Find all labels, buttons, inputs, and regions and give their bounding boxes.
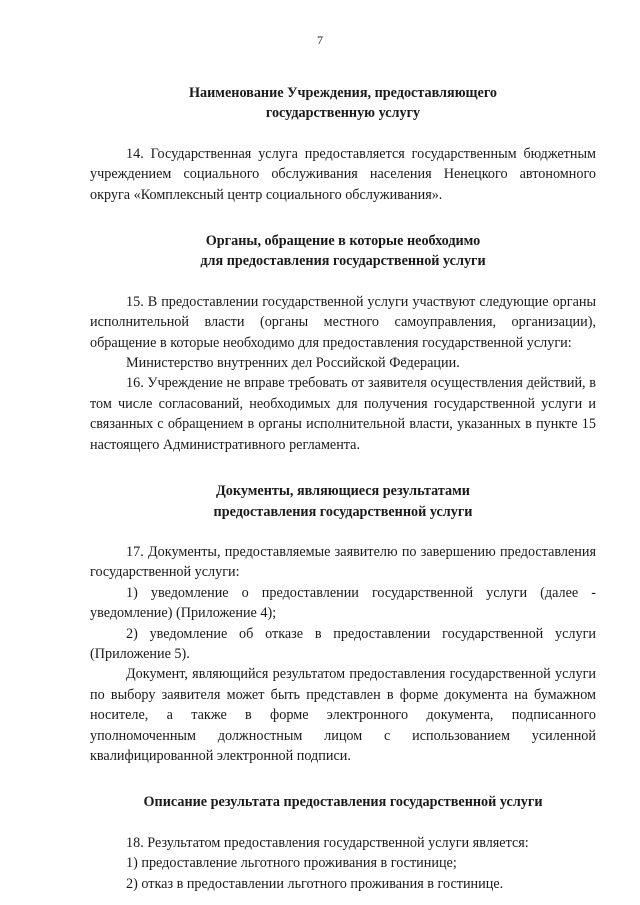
- section-bodies: [90, 231, 596, 455]
- section-result-description: [90, 792, 596, 894]
- paragraph: 1) уведомление о предоставлении государственной услуги (далее - уведомление) (Приложение 4);: [90, 584, 596, 622]
- paragraph: 16. Учреждение не вправе требовать от заявителя осуществления действий, в том числе согласований, необходимых для получения государственной услуги и связанных с обращением в органы исполнительной власти, указанных в пункте 15 настоящего Административного регламента.: [90, 375, 596, 453]
- paragraph: 2) отказ в предоставлении льготного проживания в гостинице.: [126, 875, 504, 892]
- paragraph: 17. Документы, предоставляемые заявителю по завершению предоставления государственной услуги:: [90, 543, 596, 581]
- heading-line: предоставления государственной услуги: [213, 503, 473, 520]
- section-heading: [90, 792, 596, 812]
- section-heading: [90, 83, 596, 124]
- section-provider: [90, 83, 596, 205]
- heading-line: Описание результата предоставления государственной услуги: [143, 794, 543, 811]
- document-body: [90, 80, 596, 894]
- page-number: 7: [317, 33, 323, 47]
- paragraph: 15. В предоставлении государственной услуги участвуют следующие органы исполнительной власти (органы местного самоуправления, организации), обращение в которые необходимо для предоставления государственной услуги:: [90, 293, 596, 351]
- paragraph: 18. Результатом предоставления государственной услуги является:: [126, 834, 529, 851]
- paragraph: 2) уведомление об отказе в предоставлении государственной услуги (Приложение 5).: [90, 625, 596, 662]
- paragraph: Министерство внутренних дел Российской Федерации.: [126, 355, 460, 372]
- section-result-documents: [90, 481, 596, 766]
- heading-line: Документы, являющиеся результатами: [216, 483, 470, 500]
- section-heading: [90, 231, 596, 272]
- paragraph: 14. Государственная услуга предоставляется государственным бюджетным учреждением социального обслуживания населения Ненецкого автономного округа «Комплексный центр социального обслуживания».: [90, 145, 596, 203]
- paragraph: 1) предоставление льготного проживания в гостинице;: [126, 855, 457, 872]
- heading-line: Наименование Учреждения, предоставляющего: [189, 85, 497, 101]
- paragraph: Документ, являющийся результатом предоставления государственной услуги по выбору заявителя может быть представлен в форме документа на бумажном носителе, а также в форме электронного документа, подписанного уполномоченным должностным лицом с использованием усиленной квалифицированной электронной подписи.: [90, 666, 596, 764]
- section-heading: [90, 481, 596, 522]
- heading-line: для предоставления государственной услуги: [200, 253, 486, 270]
- heading-line: Органы, обращение в которые необходимо: [205, 233, 481, 250]
- heading-line: государственную услугу: [265, 105, 421, 122]
